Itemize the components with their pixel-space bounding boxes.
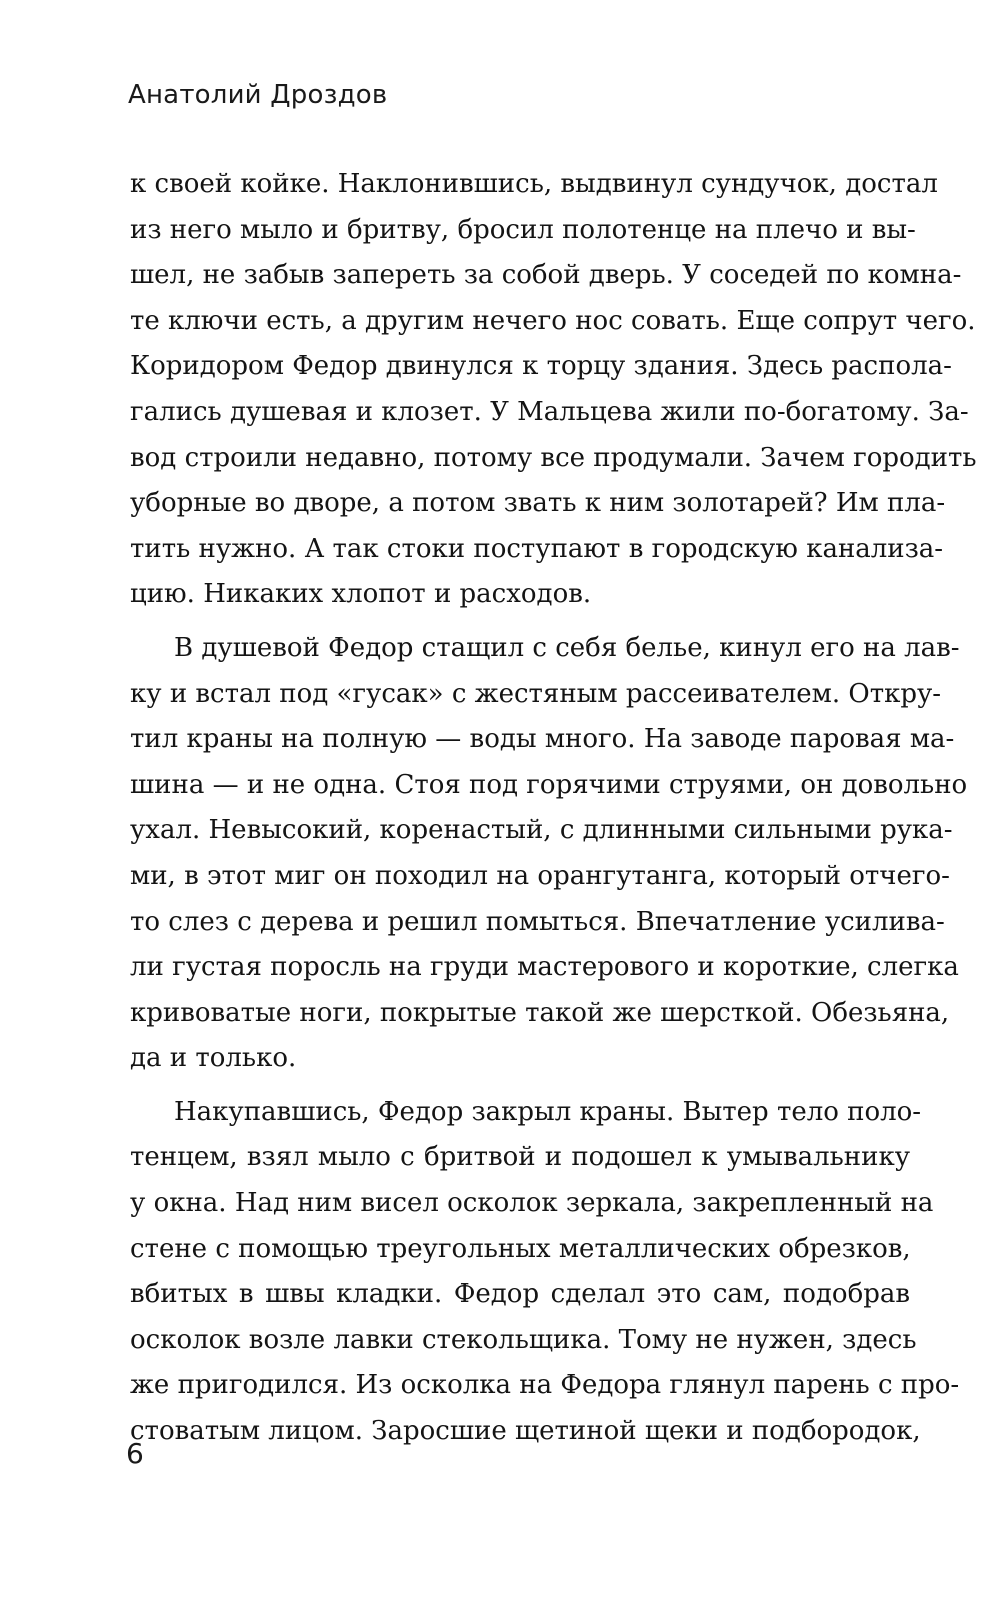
text-line: тил краны на полную — воды много. На заводе паровая ма- <box>130 724 955 755</box>
text-line: В душевой Федор стащил с себя белье, кинул его на лав- <box>174 632 960 663</box>
text-line: да и только. <box>130 1043 297 1074</box>
text-line: цию. Никаких хлопот и расходов. <box>130 579 592 610</box>
text-line: шина — и не одна. Стоя под горячими струями, он довольно <box>130 769 968 800</box>
text-line: из него мыло и бритву, бросил полотенце на плечо и вы- <box>130 214 916 245</box>
text-line: у окна. Над ним висел осколок зеркала, закрепленный на <box>130 1188 934 1219</box>
text-line: ухал. Невысокий, коренастый, с длинными сильными рука- <box>130 815 953 846</box>
text-line: Накупавшись, Федор закрыл краны. Вытер тело поло- <box>174 1096 922 1127</box>
text-line: те ключи есть, а другим нечего нос совать. Еще сопрут чего. <box>130 305 976 336</box>
text-line: тенцем, взял мыло с бритвой и подошел к умывальнику <box>130 1142 910 1173</box>
page-number: 6 <box>126 1437 144 1470</box>
text-line: к своей койке. Наклонившись, выдвинул сундучок, достал <box>130 169 938 199</box>
text-line: ли густая поросль на груди мастерового и короткие, слегка <box>130 952 959 983</box>
text-line: гались душевая и клозет. У Мальцева жили по-богатому. За- <box>130 396 969 427</box>
text-line: вбитых в швы кладки. Федор сделал это сам, подобрав <box>130 1279 910 1310</box>
paragraph-2 <box>130 626 968 1082</box>
text-line: ми, в этот миг он походил на орангутанга, который отчего- <box>130 860 950 891</box>
paragraph-1 <box>130 162 977 618</box>
text-line: то слез с дерева и решил помыться. Впечатление усилива- <box>130 906 945 937</box>
text-line: стоватым лицом. Заросшие щетиной щеки и подбородок, <box>130 1416 921 1447</box>
text-line: осколок возле лавки стекольщика. Тому не нужен, здесь <box>130 1324 917 1355</box>
text-line: тить нужно. А так стоки поступают в городскую канализа- <box>130 533 944 564</box>
text-line: кривоватые ноги, покрытые такой же шерсткой. Обезьяна, <box>130 997 950 1028</box>
text-line: шел, не забыв запереть за собой дверь. У соседей по комна- <box>130 260 962 291</box>
text-line: вод строили недавно, потому все продумали. Зачем городить <box>130 442 977 473</box>
text-line: ку и встал под «гусак» с жестяным рассеивателем. Откру- <box>130 678 942 709</box>
text-line: уборные во дворе, а потом звать к ним золотарей? Им пла- <box>130 488 946 519</box>
text-line: стене с помощью треугольных металлических обрезков, <box>130 1233 911 1264</box>
paragraph-3 <box>130 1090 960 1455</box>
text-line: Коридором Федор двинулся к торцу здания. Здесь распола- <box>130 351 952 382</box>
running-head-author: Анатолий Дроздов <box>128 80 388 110</box>
body-text <box>130 162 977 1455</box>
text-line: же пригодился. Из осколка на Федора глянул парень с про- <box>130 1370 960 1401</box>
